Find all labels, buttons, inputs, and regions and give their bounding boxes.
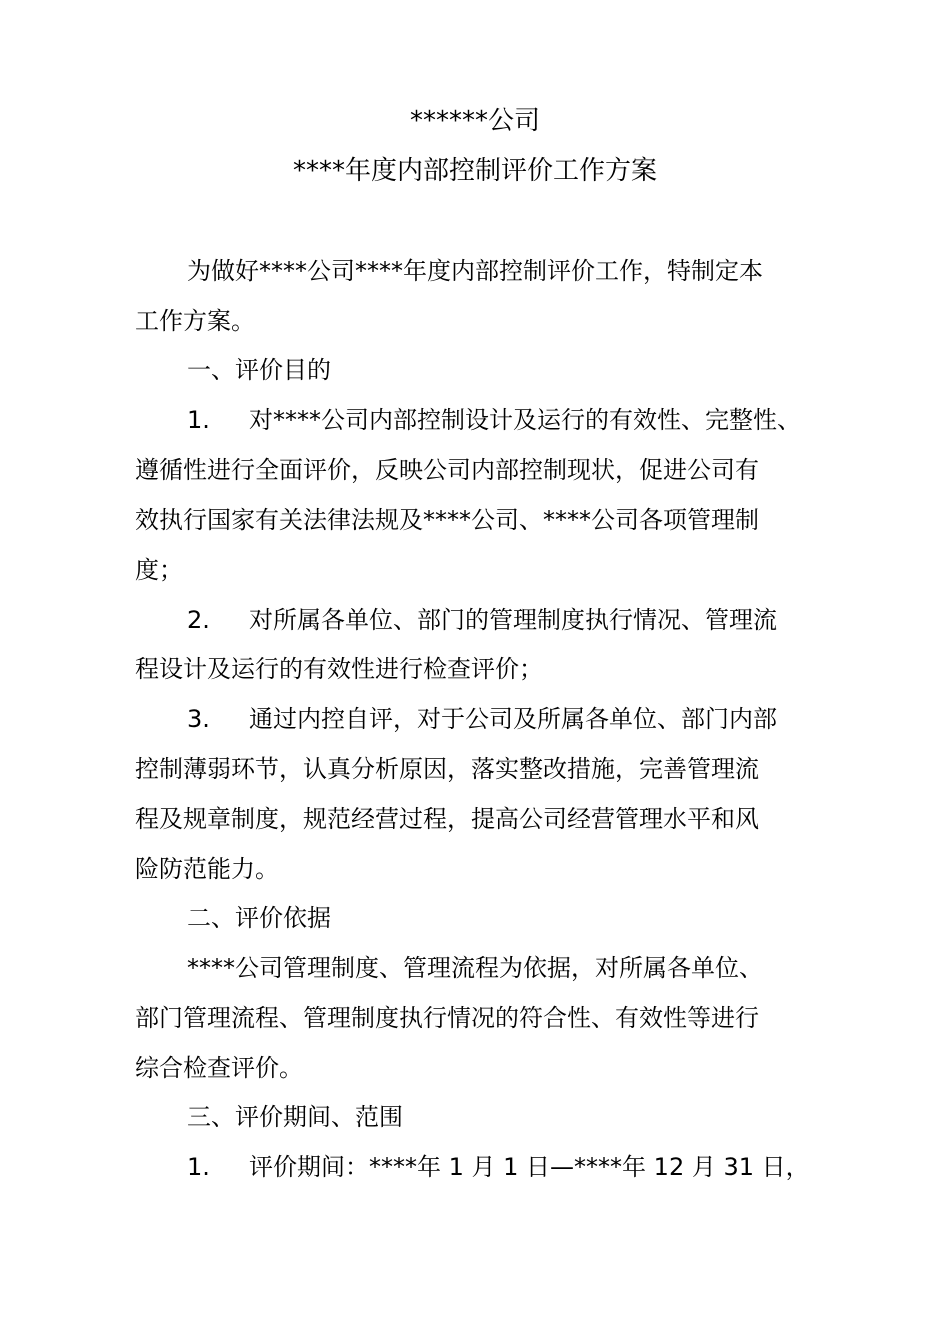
section1-item2-line1	[187, 603, 777, 637]
section2-line1: ****公司管理制度、管理流程为依据，对所属各单位、	[187, 954, 763, 982]
section1-item3-line2: 控制薄弱环节，认真分析原因，落实整改措施，完善管理流	[135, 755, 759, 783]
section3-item1-line1	[187, 1150, 810, 1184]
section1-item3-line1	[187, 702, 777, 736]
section2-line3: 综合检查评价。	[135, 1054, 303, 1082]
section1-item2-text: 对所属各单位、部门的管理制度执行情况、管理流	[249, 606, 777, 634]
section1-item1-line4: 度；	[135, 556, 183, 584]
section3-item1-text: 评价期间：****年 1 月 1 日—****年 12 月 31 日，	[249, 1153, 810, 1181]
section1-item1-line2: 遵循性进行全面评价，反映公司内部控制现状，促进公司有	[135, 456, 759, 484]
section3-item1-number: 1.	[187, 1153, 210, 1181]
section1-item1-number: 1.	[187, 406, 210, 434]
intro-line-1: 为做好****公司****年度内部控制评价工作，特制定本	[187, 257, 763, 285]
section1-item3-line4: 险防范能力。	[135, 855, 279, 883]
section3-heading: 三、评价期间、范围	[187, 1103, 403, 1131]
section1-heading: 一、评价目的	[187, 356, 331, 384]
section1-item1-line1	[187, 403, 801, 437]
section1-item2-line2: 程设计及运行的有效性进行检查评价；	[135, 655, 543, 683]
section1-item3-line3: 程及规章制度，规范经营过程，提高公司经营管理水平和风	[135, 805, 759, 833]
section1-item3-text: 通过内控自评，对于公司及所属各单位、部门内部	[249, 705, 777, 733]
document-title-company: ******公司	[409, 106, 540, 136]
intro-line-2: 工作方案。	[135, 307, 255, 335]
section2-heading: 二、评价依据	[187, 904, 331, 932]
section1-item2-number: 2.	[187, 606, 210, 634]
section1-item3-number: 3.	[187, 705, 210, 733]
document-title-plan: ****年度内部控制评价工作方案	[292, 156, 657, 186]
section1-item1-line3: 效执行国家有关法律法规及****公司、****公司各项管理制	[135, 506, 759, 534]
section2-line2: 部门管理流程、管理制度执行情况的符合性、有效性等进行	[135, 1004, 759, 1032]
section1-item1-text: 对****公司内部控制设计及运行的有效性、完整性、	[249, 406, 801, 434]
